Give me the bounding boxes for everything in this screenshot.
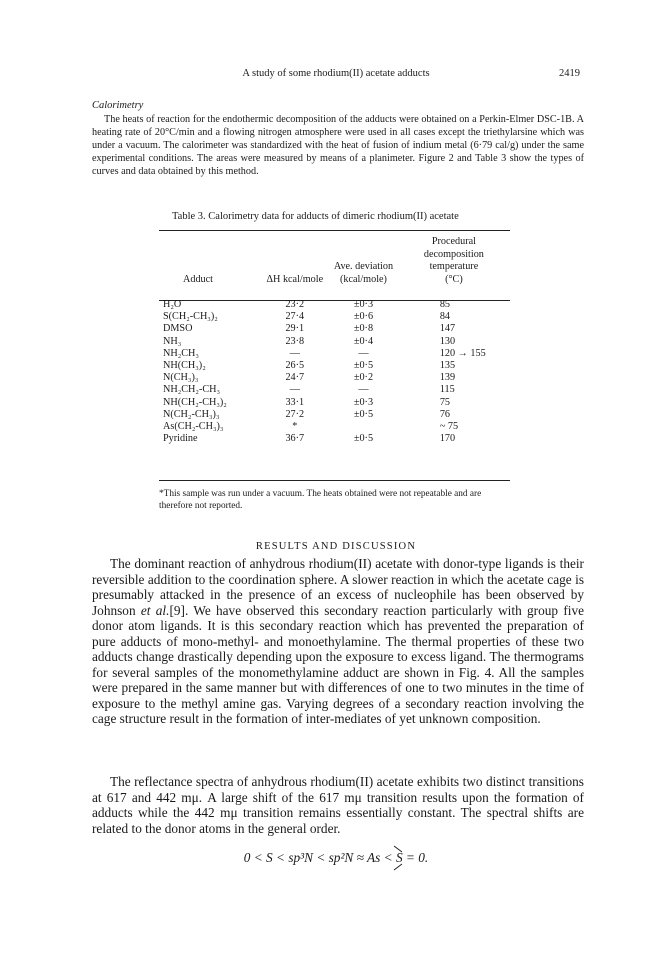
header-temperature-line2: decomposition [423,248,484,260]
cell-adduct: Pyridine [163,433,198,445]
cell-adduct: NH₂CH₂-CH₃ [163,384,221,396]
cell-temperature: 120 → 155 [439,347,486,359]
table-footnote: *This sample was run under a vacuum. The heats obtained were not repeatable and are therefore not reported. [159,489,482,511]
cell-deviation: ±0·4 [353,335,374,347]
equation-s: S [395,850,403,865]
cell-delta-h: — [289,384,300,396]
calorimetry-paragraph: The heats of reaction for the endothermic decomposition of the adducts were obtained on a Perkin-Elmer DSC-1B. A heating rate of 20°C/min and a flowing nitrogen atmosphere were used in all cases except the triethylarsine which was under a vacuum. The calorimeter was standardized with the heat of fusion of indium metal (6·79 cal/g) under the same experimental conditions. The areas were measured by means of a planimeter. Figure 2 and Table 3 show the types of curves and data obtained by this method. [92,114,584,177]
cell-adduct: NH₃ [163,335,182,347]
results-paragraph-2: The reflectance spectra of anhydrous rhodium(II) acetate exhibits two distinct transitions at 617 and 442 mμ. A large shift of the 617 mμ transition results upon the formation of adducts while the 442 mμ transition remains essentially constant. The spectral shifts are related to the donor atoms in the general order. [92,774,584,836]
results-paragraph-1 [92,556,584,727]
cell-deviation: — [358,347,369,359]
table-row [159,289,510,311]
header-delta-h: ΔH kcal/mole [266,273,324,285]
cell-delta-h: 24·7 [285,372,305,384]
cell-adduct: NH(CH₃)₂ [163,360,206,372]
p1-et-al: et al. [140,602,170,618]
table-row [159,336,510,348]
table-row [159,323,510,335]
header-temperature-line1: Procedural [431,236,476,247]
cell-adduct: DMSO [163,323,193,335]
cell-adduct: N(CH₃)₃ [163,372,199,384]
table-row [159,311,510,323]
table-row [159,360,510,372]
cell-adduct: N(CH₂-CH₃)₃ [163,408,220,420]
header-deviation-line2: (kcal/mole) [339,273,387,285]
cell-deviation: ±0·5 [353,360,374,372]
cell-delta-h: 23·8 [285,335,305,347]
table-row [159,421,510,433]
cell-adduct: As(CH₂-CH₃)₃ [163,421,224,433]
calorimetry-table [159,236,510,445]
cell-deviation: ±0·6 [353,311,374,323]
cell-adduct: NH₂CH₃ [163,347,199,359]
p1-part-a: The dominant reaction of anhydrous rhodium(II) acetate with donor-type ligands is their reversible addition to the coordination sphere. A slower reaction in which the acetate cage is presumably attacked in the presence of an excess of nucleophile has been observed by Johnson [92,556,584,618]
cell-delta-h: 29·1 [285,323,305,335]
cell-temperature: 139 [439,372,456,384]
cell-adduct: H₂O [163,299,182,310]
header-deviation-line1: Ave. deviation [333,261,394,272]
header-adduct: Adduct [183,273,213,285]
equation-sulfoxide [396,850,403,866]
header-temperature [398,236,510,289]
cell-temperature: 130 [439,335,456,347]
cell-deviation: ±0·5 [353,433,374,445]
cell-deviation: ±0·5 [353,408,374,420]
cell-deviation: ±0·8 [353,323,374,335]
cell-temperature: 84 [439,311,451,323]
header-temperature-line3: temperature [429,261,479,272]
donor-order-equation [0,850,672,866]
cell-adduct: NH(CH₂-CH₃)₂ [163,396,227,408]
table-row [159,384,510,396]
table-row [159,397,510,409]
cell-adduct: S(CH₂-CH₃)₂ [163,311,218,323]
table-row [159,409,510,421]
cell-deviation: ±0·3 [353,396,374,408]
cell-temperature: 170 [439,433,456,445]
table-caption: Table 3. Calorimetry data for adducts of dimeric rhodium(II) acetate [172,211,459,222]
page-number: 2419 [559,68,580,79]
cell-temperature: 85 [439,299,451,310]
cell-temperature: ~ 75 [439,421,459,433]
table-row [159,348,510,360]
cell-delta-h: — [289,347,300,359]
cell-temperature: 135 [439,360,456,372]
sulfoxide-bond-icon [393,845,407,871]
cell-delta-h: * [292,421,298,433]
header-deviation [329,236,398,289]
running-head [0,68,672,84]
cell-delta-h: 36·7 [285,433,305,445]
table-body [159,289,510,445]
cell-deviation [329,421,398,433]
table-row [159,433,510,445]
cell-delta-h: 27·2 [285,408,305,420]
p1-part-b: [9]. We have observed this secondary reaction particularly with group five donor atom ligands. It is this secondary reaction which has prevented the preparation of pure adducts of mono-methyl- and monoethylamine. The thermal properties of these two adducts change drastically depending upon the exposure to excess ligand. The thermograms for several samples of the monomethylamine adduct are shown in Fig. 4. All the samples were prepared in the same manner but with differences of one to two minutes in the time of exposure to the methyl amine gas. Varying degrees of a secondary reaction involving the cage structure result in the formation of inter-mediates of yet unknown composition. [92,602,584,726]
table-row [159,372,510,384]
table-header-row [159,236,510,289]
cell-deviation: ±0·3 [353,299,374,310]
cell-delta-h: 33·1 [285,396,305,408]
running-title: A study of some rhodium(II) acetate adducts [242,68,430,79]
cell-delta-h: 23·2 [285,299,305,310]
equation-right: = 0. [402,850,429,865]
cell-deviation: — [358,384,369,396]
cell-deviation: ±0·2 [353,372,374,384]
table-bottom-rule [159,480,510,481]
cell-temperature: 147 [439,323,456,335]
header-temperature-line4: (°C) [445,273,463,285]
table-top-rule [159,230,510,231]
cell-temperature: 115 [439,384,455,396]
calorimetry-heading: Calorimetry [92,100,144,111]
equation-left: 0 < S < sp³N < sp²N ≈ As < [243,850,396,865]
cell-temperature: 75 [439,396,451,408]
cell-delta-h: 26·5 [285,360,305,372]
cell-delta-h: 27·4 [285,311,305,323]
results-heading: RESULTS AND DISCUSSION [255,541,417,552]
cell-temperature: 76 [439,408,451,420]
